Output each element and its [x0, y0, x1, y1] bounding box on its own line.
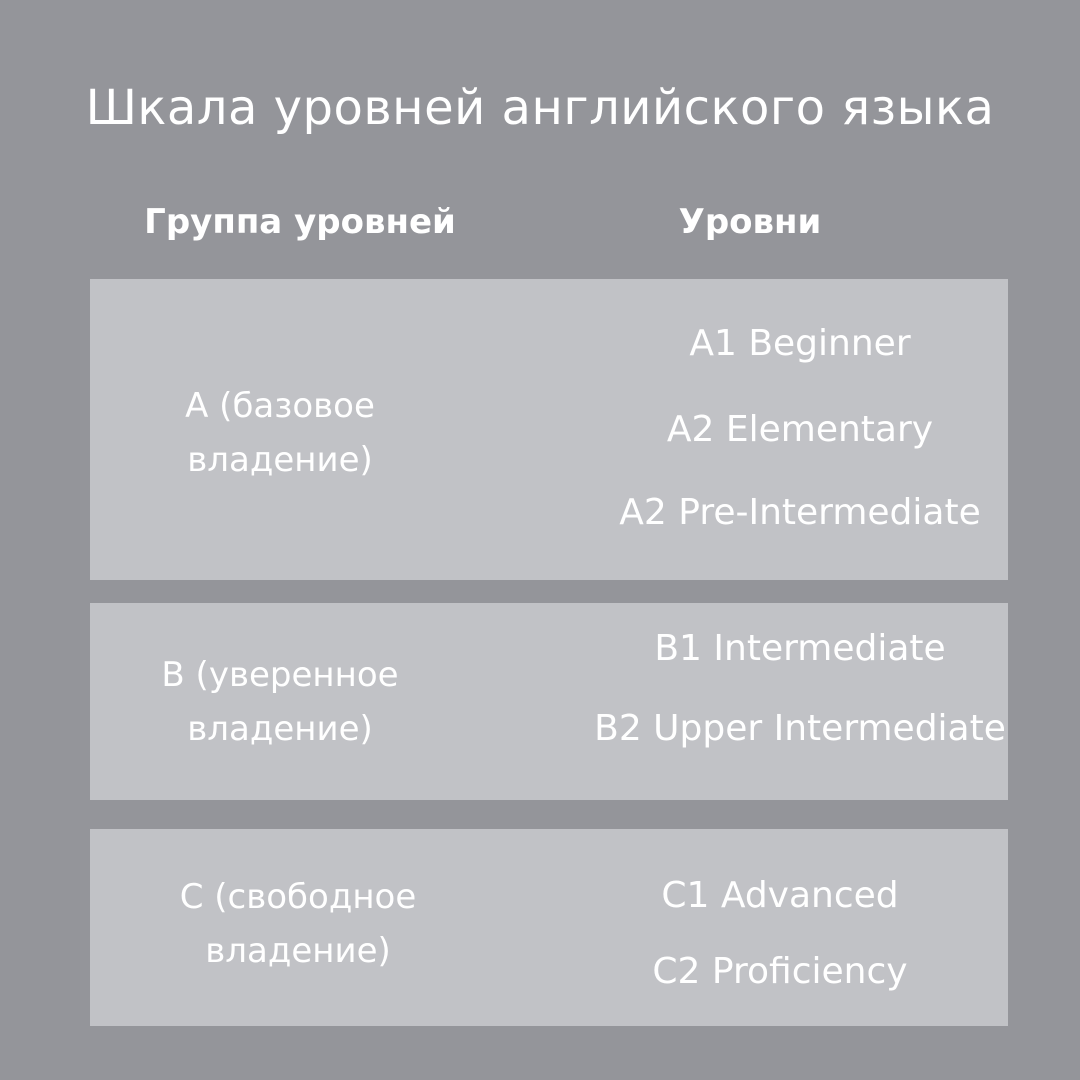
column-header-group: Группа уровней: [144, 202, 456, 242]
column-header-levels: Уровни: [678, 202, 822, 242]
group-label-c: [98, 870, 498, 978]
table-row-c: [90, 829, 1008, 1026]
level-b1: B1 Intermediate: [654, 628, 946, 669]
group-label-b-line2: владение): [187, 709, 373, 749]
group-label-b-line1: B (уверенное: [161, 655, 399, 695]
group-label-a: [80, 379, 480, 487]
table-row-a: [90, 279, 1008, 580]
level-a1: A1 Beginner: [689, 323, 911, 364]
table-row-b: [90, 603, 1008, 800]
group-label-c-line2: владение): [205, 931, 391, 971]
group-label-c-line1: C (свободное: [179, 877, 417, 917]
level-c2: C2 Proficiency: [652, 951, 908, 992]
group-label-a-line2: владение): [187, 440, 373, 480]
level-b2: B2 Upper Intermediate: [594, 708, 1006, 749]
level-a2-elementary: A2 Elementary: [666, 409, 934, 450]
page-title: Шкала уровней английского языка: [85, 80, 995, 136]
group-label-b: [80, 648, 480, 756]
level-a2-pre-intermediate: A2 Pre-Intermediate: [619, 492, 981, 533]
group-label-a-line1: A (базовое: [185, 386, 375, 426]
level-c1: C1 Advanced: [661, 875, 899, 916]
